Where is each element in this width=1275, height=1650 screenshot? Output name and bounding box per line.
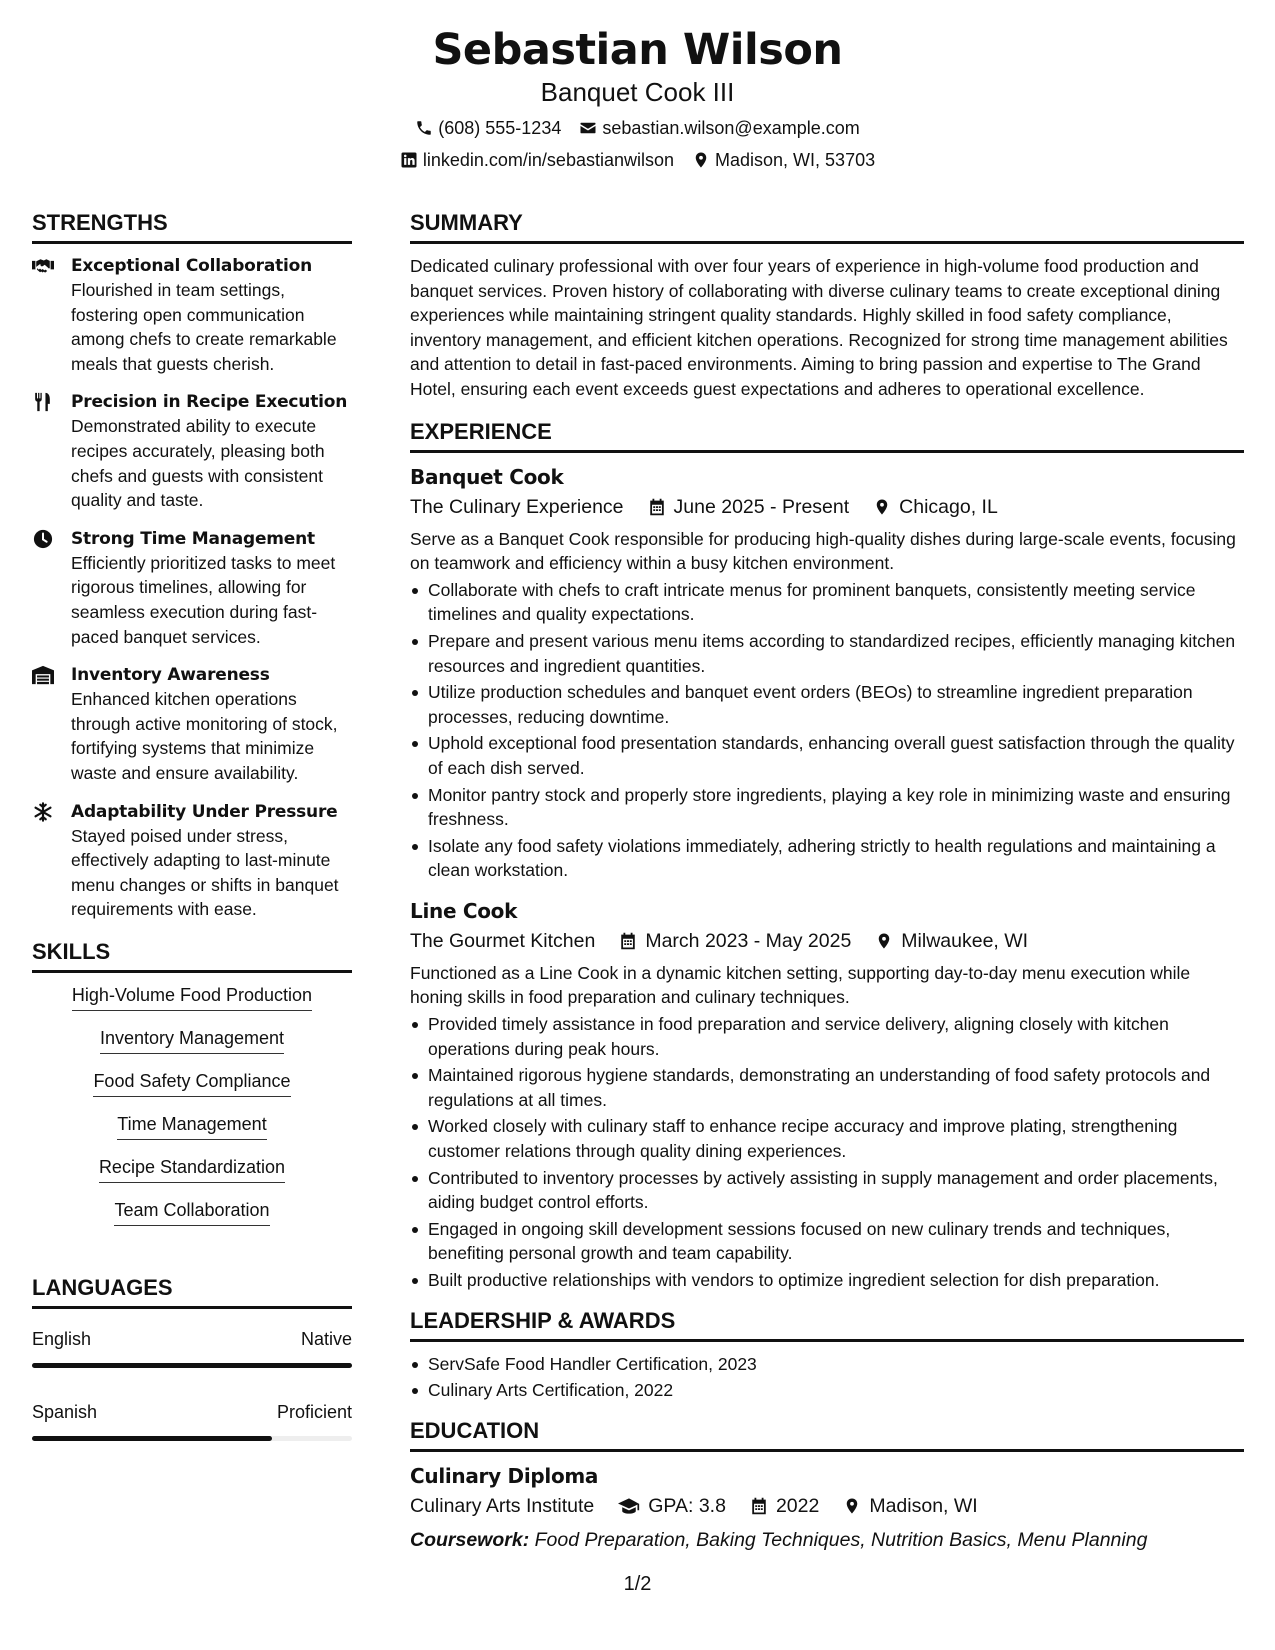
linkedin-contact[interactable] <box>400 148 674 172</box>
language-item <box>32 1392 352 1441</box>
location-text: Madison, WI, 53703 <box>715 150 876 170</box>
job-bullet: Prepare and present various menu items according to standardized recipes, efficiently managing kitchen resources and ingredient quantities. <box>410 629 1244 678</box>
job-bullet: Collaborate with chefs to craft intricate menus for prominent banquets, consistently meeting service timelines and quality expectations. <box>410 578 1244 627</box>
summary-heading: SUMMARY <box>410 209 1244 244</box>
calendar-icon <box>619 932 637 950</box>
skill-tag: High-Volume Food Production <box>72 983 312 1011</box>
envelope-icon <box>579 119 597 137</box>
location-contact <box>692 148 875 172</box>
job-bullets <box>410 1012 1244 1293</box>
language-item <box>32 1319 352 1368</box>
snowflake-icon <box>32 802 54 822</box>
strength-item <box>32 254 352 376</box>
strength-desc: Stayed poised under stress, effectively adapting to last-minute menu changes or shifts in banquet requirements with ease. <box>71 825 339 920</box>
job-bullet: Provided timely assistance in food preparation and service delivery, aligning closely with kitchen operations during peak hours. <box>410 1012 1244 1061</box>
skill-tag: Team Collaboration <box>114 1198 269 1226</box>
strength-item <box>32 663 352 785</box>
strength-item <box>32 527 352 649</box>
right-column <box>410 209 1244 1554</box>
job-bullet: Isolate any food safety violations immediately, adhering strictly to health regulations and maintaining a clean workstation. <box>410 834 1244 883</box>
education-heading: EDUCATION <box>410 1417 1244 1452</box>
education-location: Madison, WI <box>869 1494 978 1517</box>
job-location: Chicago, IL <box>899 495 998 518</box>
strength-item <box>32 800 352 922</box>
phone-icon <box>415 119 433 137</box>
utensils-icon <box>32 392 54 412</box>
job-bullet: Maintained rigorous hygiene standards, demonstrating an understanding of food safety protocols and regulations at all times. <box>410 1063 1244 1112</box>
job-bullet: Built productive relationships with vendors to optimize ingredient selection for dish preparation. <box>410 1268 1244 1293</box>
job-location: Milwaukee, WI <box>901 929 1029 952</box>
calendar-icon <box>750 1497 768 1515</box>
job-entry <box>410 897 1244 1293</box>
experience-heading: EXPERIENCE <box>410 418 1244 453</box>
graduation-cap-icon <box>618 1497 640 1515</box>
page-number: 1/2 <box>623 1573 652 1595</box>
job-dates: June 2025 - Present <box>673 495 850 518</box>
contact-row-2 <box>0 148 1275 172</box>
candidate-title: Banquet Cook III <box>540 77 735 107</box>
warehouse-icon <box>32 665 54 685</box>
candidate-name: Sebastian Wilson <box>432 25 843 75</box>
job-bullet: Engaged in ongoing skill development sessions focused on new culinary trends and techniques, benefiting personal growth and team capability. <box>410 1217 1244 1266</box>
education-meta <box>410 1492 1244 1520</box>
awards-heading: LEADERSHIP & AWARDS <box>410 1307 1244 1342</box>
clock-icon <box>32 529 54 549</box>
degree-title: Culinary Diploma <box>410 1463 599 1488</box>
job-meta <box>410 493 1244 521</box>
job-company: The Gourmet Kitchen <box>410 929 596 952</box>
school-name: Culinary Arts Institute <box>410 1494 595 1517</box>
strength-desc: Demonstrated ability to execute recipes accurately, pleasing both chefs and guests with consistent quality and taste. <box>71 416 325 511</box>
language-level: Native <box>300 1328 352 1349</box>
job-bullet: Worked closely with culinary staff to enhance recipe accuracy and improve plating, strengthening customer relations through quality dining experiences. <box>410 1114 1244 1163</box>
language-level: Proficient <box>276 1401 352 1422</box>
skill-tag: Time Management <box>117 1112 266 1140</box>
strength-item <box>32 390 352 512</box>
coursework-label: Coursework: <box>410 1528 530 1551</box>
email-contact[interactable] <box>579 116 859 140</box>
map-pin-icon <box>875 932 893 950</box>
contact-row-1 <box>0 116 1275 140</box>
strength-title: Exceptional Collaboration <box>71 256 313 276</box>
language-proficiency-bar <box>32 1436 352 1441</box>
coursework-text: Food Preparation, Baking Techniques, Nutrition Basics, Menu Planning <box>534 1528 1148 1551</box>
job-title: Line Cook <box>410 898 518 923</box>
linkedin-icon <box>400 151 418 169</box>
job-bullet: Monitor pantry stock and properly store ingredients, playing a key role in minimizing waste and ensuring freshness. <box>410 783 1244 832</box>
job-company: The Culinary Experience <box>410 495 624 518</box>
language-proficiency-fill <box>32 1436 272 1441</box>
languages-heading: LANGUAGES <box>32 1274 352 1309</box>
job-description: Serve as a Banquet Cook responsible for producing high-quality dishes during large-scale events, focusing on teamwork and efficiency within a busy kitchen environment. <box>410 528 1236 574</box>
email-text: sebastian.wilson@example.com <box>602 118 860 138</box>
coursework <box>410 1526 1244 1554</box>
skill-tag: Inventory Management <box>100 1026 284 1054</box>
map-pin-icon <box>692 151 710 169</box>
job-description: Functioned as a Line Cook in a dynamic kitchen setting, supporting day-to-day menu execution while honing skills in food preparation and culinary techniques. <box>410 962 1191 1008</box>
job-bullets <box>410 578 1244 883</box>
handshake-icon <box>32 256 54 276</box>
job-entry <box>410 463 1244 883</box>
strength-title: Strong Time Management <box>71 528 315 549</box>
strength-title: Inventory Awareness <box>71 665 270 686</box>
linkedin-text: linkedin.com/in/sebastianwilson <box>422 150 675 170</box>
skills-list <box>32 983 352 1241</box>
language-name: English <box>32 1328 92 1349</box>
awards-list <box>410 1352 1244 1403</box>
strength-desc: Efficiently prioritized tasks to meet rigorous timelines, allowing for seamless execution during fast-paced banquet services. <box>71 552 336 647</box>
strength-desc: Flourished in team settings, fostering open communication among chefs to create remarkable meals that guests cherish. <box>71 280 337 374</box>
left-column <box>32 209 352 1465</box>
phone-contact[interactable] <box>415 116 561 140</box>
resume-header <box>0 0 1275 172</box>
job-title: Banquet Cook <box>410 464 564 489</box>
job-bullet: Contributed to inventory processes by actively assisting in supply management and order placements, aiding budget control efforts. <box>410 1166 1244 1215</box>
map-pin-icon <box>873 498 891 516</box>
language-name: Spanish <box>32 1401 98 1422</box>
strength-title: Precision in Recipe Execution <box>71 392 348 413</box>
job-bullet: Utilize production schedules and banquet event orders (BEOs) to streamline ingredient preparation processes, reducing downtime. <box>410 680 1244 729</box>
skill-tag: Recipe Standardization <box>99 1155 285 1183</box>
job-bullet: Uphold exceptional food presentation standards, enhancing overall guest satisfaction through the quality of each dish served. <box>410 731 1244 780</box>
phone-text: (608) 555-1234 <box>438 118 562 138</box>
calendar-icon <box>648 498 666 516</box>
strength-desc: Enhanced kitchen operations through active monitoring of stock, fortifying systems that minimize waste and ensure availability. <box>71 689 338 783</box>
skill-tag: Food Safety Compliance <box>93 1069 290 1097</box>
language-proficiency-bar <box>32 1363 352 1368</box>
language-proficiency-fill <box>32 1363 352 1368</box>
strengths-heading: STRENGTHS <box>32 209 352 244</box>
education-gpa: GPA: 3.8 <box>648 1494 726 1517</box>
map-pin-icon <box>843 1497 861 1515</box>
education-year: 2022 <box>775 1494 820 1517</box>
award-item: ServSafe Food Handler Certification, 2023 <box>410 1352 1244 1377</box>
award-item: Culinary Arts Certification, 2022 <box>410 1378 1244 1403</box>
education-entry <box>410 1462 1244 1554</box>
summary-text: Dedicated culinary professional with over four years of experience in high-volume food production and banquet services. Proven history of collaborating with diverse culinary teams to create exceptional dining experiences while maintaining stringent quality standards. Highly skilled in food safety compliance, inventory management, and efficient kitchen operations. Recognized for strong time management abilities and attention to detail in fast-paced environments. Aiming to bring passion and expertise to The Grand Hotel, ensuring each event exceeds guest expectations and adheres to operational excellence. <box>410 256 1228 399</box>
strength-title: Adaptability Under Pressure <box>71 801 338 822</box>
job-meta <box>410 927 1244 955</box>
job-dates: March 2023 - May 2025 <box>645 929 852 952</box>
skills-heading: SKILLS <box>32 938 352 973</box>
